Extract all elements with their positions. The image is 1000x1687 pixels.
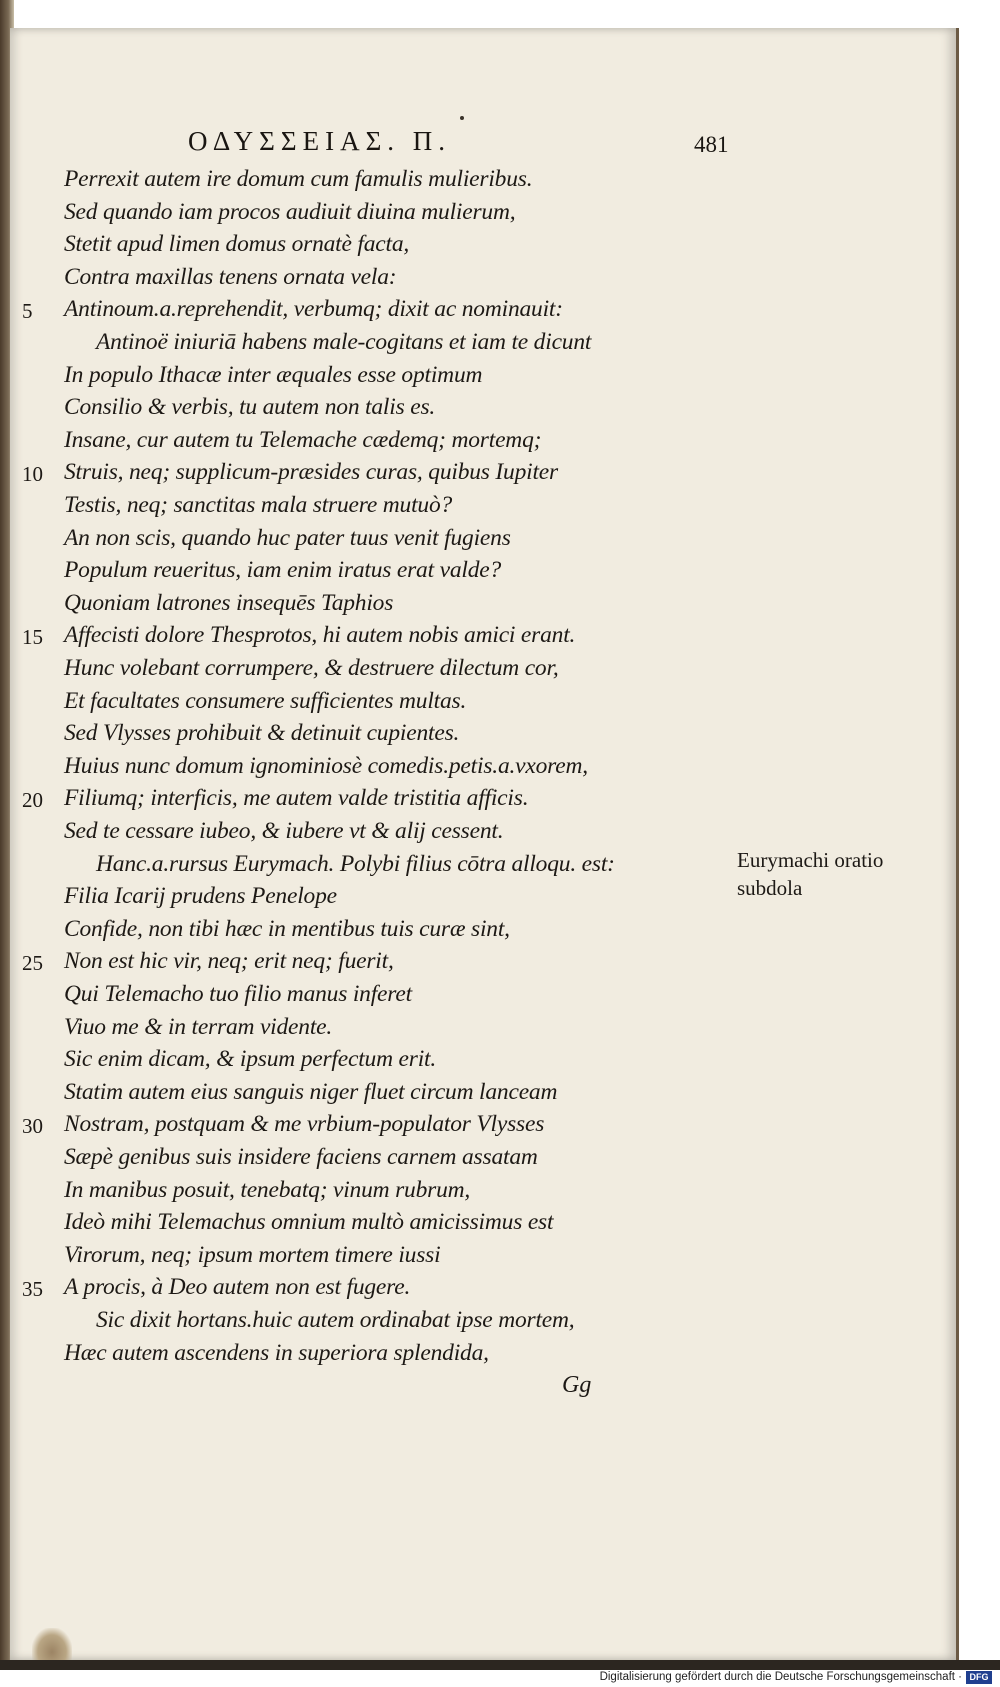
verse-line: Sic dixit hortans.huic autem ordinabat ipse mortem, [96, 1307, 575, 1333]
marginal-note: Eurymachi oratio subdola [737, 848, 884, 900]
line-number: 25 [22, 951, 43, 976]
verse-line: Sed te cessare iubeo, & iubere vt & alij cessent. [64, 818, 504, 844]
line-number: 15 [22, 625, 43, 650]
verse-line: Ideò mihi Telemachus omnium multò amicissimus est [64, 1209, 554, 1236]
page-number: 481 [694, 132, 729, 157]
dfg-logo: DFG [966, 1671, 992, 1684]
verse-line: In manibus posuit, tenebatq; vinum rubrum, [64, 1176, 471, 1203]
verse-line: Insane, cur autem tu Telemache cædemq; mortemq; [64, 426, 542, 453]
verse-line: Perrexit autem ire domum cum famulis mulieribus. [64, 166, 533, 192]
ink-dot [460, 116, 464, 120]
verse-line: Struis, neq; supplicum-præsides curas, quibus Iupiter [64, 459, 558, 486]
running-head [10, 126, 956, 162]
verse-line: Sæpè genibus suis insidere faciens carnem assatam [64, 1144, 538, 1170]
verse-line: Et facultates consumere sufficientes multas. [64, 687, 467, 714]
line-number: 35 [22, 1277, 43, 1302]
verse-line: Contra maxillas tenens ornata vela: [64, 263, 397, 290]
running-title: ΟΔΥΣΣΕΙΑΣ. Π. [188, 126, 452, 156]
verse-line: Antinoum.a.reprehendit, verbumq; dixit ac nominauit: [64, 296, 563, 323]
verse-line: Sed quando iam procos audiuit diuina mulierum, [64, 198, 516, 225]
verse-line: An non scis, quando huc pater tuus venit fugiens [64, 524, 511, 551]
verse-line: Stetit apud limen domus ornatè facta, [64, 231, 410, 258]
verse-line: Qui Telemacho tuo filio manus inferet [64, 981, 412, 1007]
verse-line: Testis, neq; sanctitas mala struere mutuò? [64, 492, 453, 518]
verse-line: Non est hic vir, neq; erit neq; fuerit, [64, 948, 394, 975]
verse-line: Filia Icarij prudens Penelope [64, 883, 337, 910]
signature-mark: Gg [562, 1372, 592, 1398]
verse-line: Viuo me & in terram vidente. [64, 1013, 333, 1040]
verse-line: Antinoë iniuriā habens male-cogitans et iam te dicunt [96, 329, 592, 355]
verse-line: Sed Vlysses prohibuit & detinuit cupientes. [64, 720, 460, 747]
verse-line: Consilio & verbis, tu autem non talis es. [64, 394, 436, 421]
verse-line: Quoniam latrones insequēs Taphios [64, 589, 394, 616]
line-number: 20 [22, 788, 43, 813]
line-number: 30 [22, 1114, 43, 1139]
verse-line: Statim autem eius sanguis niger fluet circum lanceam [64, 1078, 558, 1105]
verse-line: In populo Ithacæ inter æquales esse optimum [64, 361, 483, 388]
verse-line: Huius nunc domum ignominiosè comedis.petis.a.vxorem, [64, 752, 588, 779]
verse-line: Confide, non tibi hæc in mentibus tuis curæ sint, [64, 915, 510, 942]
footer-credit: Digitalisierung gefördert durch die Deutsche Forschungsgemeinschaft · [599, 1671, 962, 1683]
verse-line: Filiumq; interficis, me autem valde tristitia afficis. [64, 785, 529, 812]
verse-line: Virorum, neq; ipsum mortem timere iussi [64, 1241, 441, 1268]
line-number: 5 [22, 299, 33, 324]
verse-line: Affecisti dolore Thesprotos, hi autem nobis amici erant. [64, 622, 576, 649]
verse-line: Sic enim dicam, & ipsum perfectum erit. [64, 1046, 437, 1073]
page-bottom-shadow [0, 1660, 1000, 1670]
line-number: 10 [22, 462, 43, 487]
verse-line: Hanc.a.rursus Eurymach. Polybi filius cōtra alloqu. est: [96, 850, 615, 877]
verse-line: Hæc autem ascendens in superiora splendida, [64, 1339, 489, 1366]
book-page [10, 28, 959, 1660]
verse-line: Hunc volebant corrumpere, & destruere dilectum cor, [64, 655, 559, 681]
verse-line: Populum reueritus, iam enim iratus erat valde? [64, 557, 502, 584]
verse-line: Nostram, postquam & me vrbium-populator Vlysses [64, 1111, 545, 1138]
verse-line: A procis, à Deo autem non est fugere. [64, 1274, 411, 1301]
